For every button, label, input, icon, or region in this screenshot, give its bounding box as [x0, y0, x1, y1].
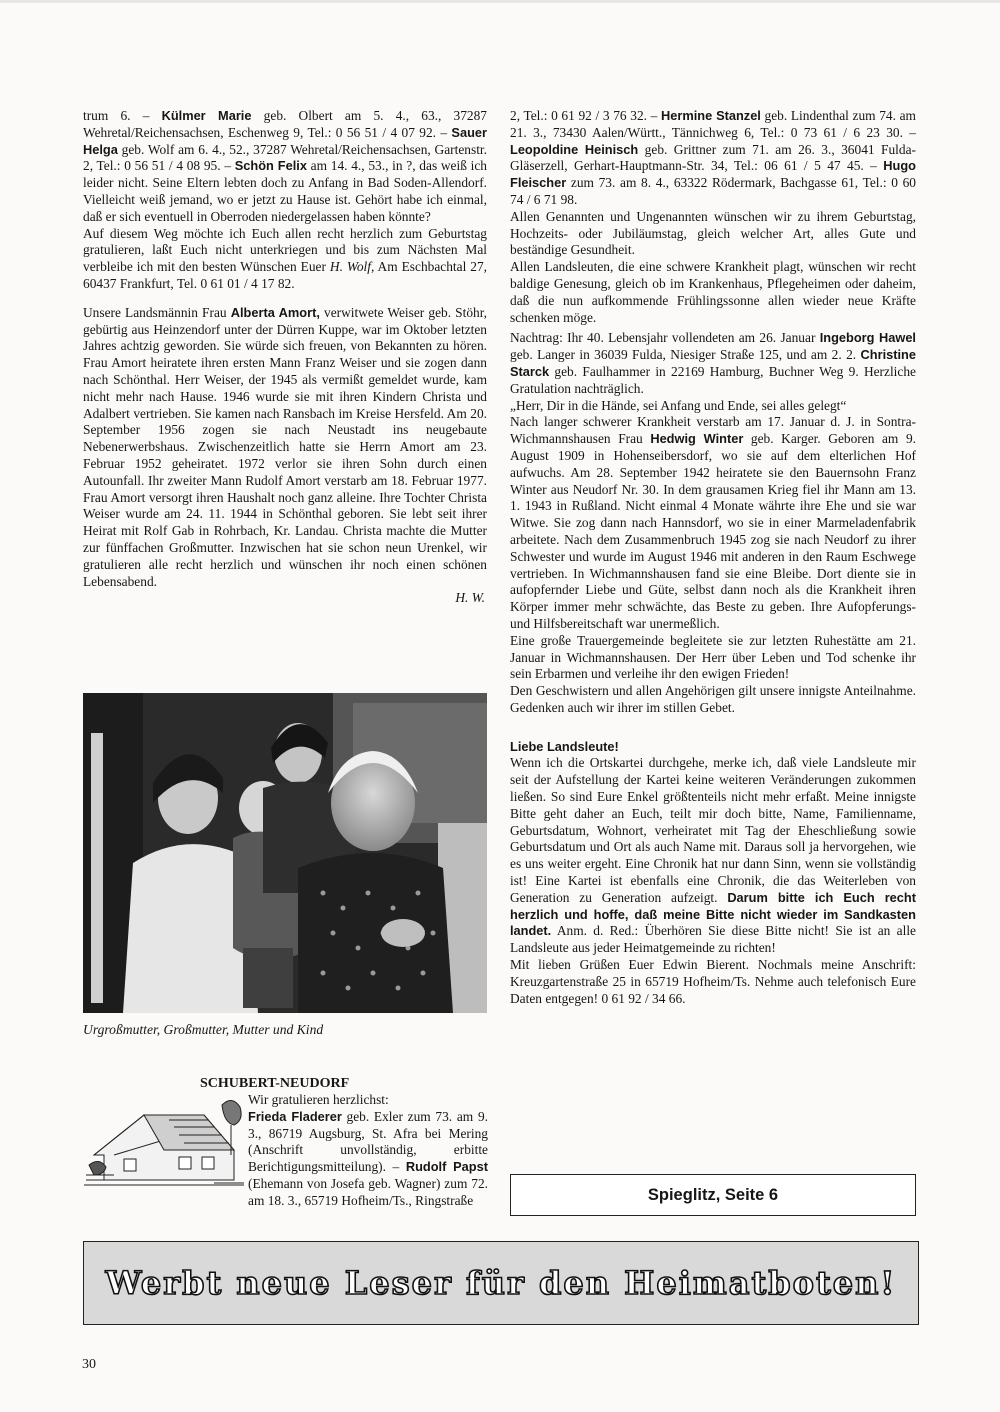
bold-name: Leopoldine Heinisch [510, 141, 639, 157]
paragraph-closing: Mit lieben Grüßen Euer Edwin Bierent. Nochmals meine Anschrift: Kreuzgartenstraße 25 in 65719 Hofheim/Ts. Nehme auch telefonisch Eure Daten entgegen! 0 61 92 / 34 66. [510, 957, 916, 1006]
right-column [510, 108, 916, 1007]
signature-line [83, 590, 487, 607]
bold-name: Darum bitte ich Euch recht herzlich und hoffe, daß meine Bitte nicht wieder im Sandkasten landet. [510, 889, 916, 939]
spieglitz-reference-box [510, 1174, 916, 1216]
paragraph-wishes: Allen Genannten und Ungenannten wünschen wir zu ihrem Geburtstag, Hochzeits- oder Jubiläumstag, gleich welcher Art, alles Gute und beständige Gesundheit. [510, 208, 916, 258]
italic-text: H. Wolf, [329, 259, 375, 275]
family-photo-image [83, 693, 487, 1013]
paragraph-birthdays-2: 2, Tel.: 0 61 92 / 3 76 32. – Hermine Stanzel geb. Lindenthal zum 74. am 21. 3., 73430 Aalen/Württ., Tännichweg 6, Tel.: 0 73 61 / 6 23 30. – Leopoldine Heinisch geb. Grittner zum 71. am 26. 3., 36041 Fulda-Gläserzell, Gerhart-Hauptmann-Str. 34, Tel.: 06 61 / 5 47 45. – Hugo Fleischer zum 73. am 8. 4., 63322 Rödermark, Bachgasse 61, Tel.: 0 60 74 / 6 71 98. [510, 108, 916, 207]
paragraph-recovery: Allen Landsleuten, die eine schwere Krankheit plagt, wünschen wir recht baldige Genesung, gleich ob im Krankenhaus, Pflegeheimen oder daheim, daß die nun aufkommende Frühlingssonne allen wieder neue Kräfte schenken möge. [510, 259, 916, 325]
schubert-intro: Wir gratulieren herzlichst: [248, 1092, 389, 1107]
signature: H. W. [455, 590, 485, 606]
spieglitz-reference-label: Spieglitz, Seite 6 [647, 1185, 779, 1204]
paragraph-greeting: Auf diesem Weg möchte ich Euch allen recht herzlich zum Geburtstag gratulieren, laßt Euch nicht unterkriegen und bis zum Nächsten Mal verbleibe ich mit den besten Wünschen Euer H. Wolf, Am Eschbachtal 27, 60437 Frankfurt, Tel. 0 61 01 / 4 17 82. [83, 225, 488, 291]
left-column [83, 108, 487, 607]
bold-name: Frieda Fladerer [248, 1108, 342, 1124]
bold-name: Hedwig Winter [650, 431, 744, 447]
advertisement-banner [83, 1241, 919, 1325]
paragraph-alberta-amort: Unsere Landsmännin Frau Alberta Amort, verwitwete Weiser geb. Stöhr, gebürtig aus Heinzendorf unter der Dürren Kuppe, war im Oktober letzten Jahres achtzig geworden. Sie würde sich freuen, von Bekannten zu hören. Frau Amort heiratete ihren ersten Mann Franz Weiser und sie zogen dann nach Schönthal. Herr Weiser, der 1945 als vermißt gemeldet wurde, kam nicht mehr nach Hause. 1946 wurde sie mit ihren Kindern Christa und Adalbert vertrieben. Sie kamen nach Ransbach im Kreise Hersfeld. Am 20. September 1956 zogen sie nach Neustadt ins neugebaute Nebenerwerbshaus. Zwischenzeitlich hatte sie Herrn Amort am 23. Februar 1952 geheiratet. 1972 verlor sie ihren Sohn durch einen Autounfall. Ihr zweiter Mann Rudolf Amort verstarb am 18. Februar 1977. Frau Amort versorgt ihren Haushalt noch ganz alleine. Ihre Tochter Christa Weiser wurde am 24. 11. 1944 in Schönthal geboren. Sie lebt seit ihrer Heirat mit Rolf Gab in Rohrbach, Kr. Landau. Christa machte die Mutter zur fünffachen Großmutter. Inzwischen hat sie schon neun Urenkel, wir gratulieren alle recht herzlich und wünschen ihr noch einen schönen Lebensabend. [83, 304, 488, 589]
paragraph-request: Wenn ich die Ortskartei durchgehe, merke ich, daß viele Landsleute mir seit der Aufstellung der Kartei keine weiteren Veränderungen zukommen ließen. So sind Eure Enkel größtenteils nicht mehr erfaßt. Meine innigste Bitte geht daher an Euch, teilt mir doch bitte, Name, Familienname, Geburtsdatum, Wohnort, verheiratet mit Tag der Eheschließung sowie Geburtsdatum und Ort als auch Name mit. Daraus soll ja hervorgehen, wie es uns weiter ergeht. Eine Chronik hat nur dann Sinn, wenn sie vollständig ist! Eine Kartei ist ebenfalls eine Chronik, die das Weiterleben von Generation zu Generation aufzeigt. Darum bitte ich Euch recht herzlich und hoffe, daß meine Bitte nicht wieder im Sandkasten landet. Anm. d. Red.: Überhören Sie diese Bitte nicht! Sie ist an alle Landsleute aus jeder Heimatgemeinde zu richten! [510, 755, 916, 956]
paragraph-birthdays-1: trum 6. – Külmer Marie geb. Olbert am 5. 4., 63., 37287 Wehretal/Reichensachsen, Eschenweg 9, Tel.: 0 56 51 / 4 07 92. – Sauer Helga geb. Wolf am 6. 4., 52., 37287 Wehretal/Reichensachsen, Gartenstr. 2, Tel.: 0 56 51 / 4 08 95. – Schön Felix am 14. 4., 53., in ?, das weiß ich leider nicht. Seine Eltern lebten doch zu Anfang in Bad Soden-Allendorf. Vielleicht weiß jemand, wo er jetzt zu Hause ist. Gehört habe ich einmal, daß er sich eventuell in Oberroden niedergelassen haben könnte? [83, 108, 488, 224]
bold-name: Rudolf Papst [405, 1159, 488, 1175]
bold-name: Schön Felix [234, 158, 307, 174]
paragraph-funeral: Eine große Trauergemeinde begleitete sie zur letzten Ruhestätte am 21. Januar in Wichmannshausen. Der Herr über Leben und Tod schenke ihr sein Erbarmen und verleihe ihr den ewigen Frieden! [510, 632, 916, 682]
paragraph-postscript: Nachtrag: Ihr 40. Lebensjahr vollendeten am 26. Januar Ingeborg Hawel geb. Langer in 36039 Fulda, Niesiger Straße 125, und am 2. 2. Christine Starck geb. Faulhammer in 22169 Hamburg, Buchner Weg 9. Herzliche Gratulation nachträglich. [510, 330, 916, 396]
paragraph-obituary: Nach langer schwerer Krankheit verstarb am 17. Januar d. J. in Sontra-Wichmannshausen Frau Hedwig Winter geb. Karger. Geboren am 9. August 1909 in Hohenseibersdorf, wo sie auf dem elterlichen Hof aufwuchs. Am 28. September 1942 heiratete sie den Bauernsohn Franz Winter aus Neudorf Nr. 30. In dem grausamen Krieg fiel ihr Mann am 13. 1. 1943 in Rußland. Nicht einmal 4 Monate währte ihre Ehe und sie war Witwe. Sie zog dann nach Hannsdorf, wo sie in einer Marmeladenfabrik arbeitete. Nach dem Zusammenbruch 1945 zog sie nach Neudorf zu ihrer Schwester und wurde im August 1946 mit anderen in den Raum Eschwege vertrieben. In Wichmannshausen fand sie eine Bleibe. Dort diente sie in aufopfernder Liebe und Güte, selbst dann noch als die Krankheit ihren Körper immer mehr schwächte, das Beste zu geben. Ihre Aufopferungs- und Hilfsbereitschaft war unermeßlich. [510, 414, 916, 631]
schubert-body: Frieda Fladerer geb. Exler zum 73. am 9. 3., 86719 Augsburg, St. Afra bei Mering (Anschrift unvollständig, erbitte Berichtigungsmitteilung). – Rudolf Papst (Ehemann von Josefa geb. Wagner) zum 72. am 18. 3., 65719 Hofheim/Ts., Ringstraße [248, 1108, 488, 1208]
schubert-neudorf-text [78, 1092, 488, 1210]
page-number: 30 [82, 1357, 96, 1372]
paragraph-condolences: Den Geschwistern und allen Angehörigen gilt unsere innigste Anteilnahme. Gedenken auch wir ihrer im stillen Gebet. [510, 683, 916, 715]
bold-name: Hermine Stanzel [661, 108, 761, 123]
heading-liebe-landsleute: Liebe Landsleute! [510, 738, 619, 754]
photo-caption: Urgroßmutter, Großmutter, Mutter und Kind [83, 1022, 324, 1037]
top-rule [0, 0, 1000, 3]
bold-name: Christine Starck [510, 347, 916, 379]
bold-name: Sauer Helga [83, 124, 487, 157]
banner-text: Werbt neue Leser für den Heimatboten! [105, 1264, 897, 1302]
bold-name: Ingeborg Hawel [819, 330, 916, 346]
bold-name: Külmer Marie [161, 108, 252, 123]
bold-name: Alberta Amort, [230, 304, 320, 320]
bold-name: Hugo Fleischer [510, 158, 916, 191]
section-title-schubert-neudorf: SCHUBERT-NEUDORF [200, 1076, 350, 1091]
family-photo [83, 693, 487, 1013]
paragraph-quote: „Herr, Dir in die Hände, sei Anfang und Ende, sei alles gelegt“ [510, 397, 847, 413]
